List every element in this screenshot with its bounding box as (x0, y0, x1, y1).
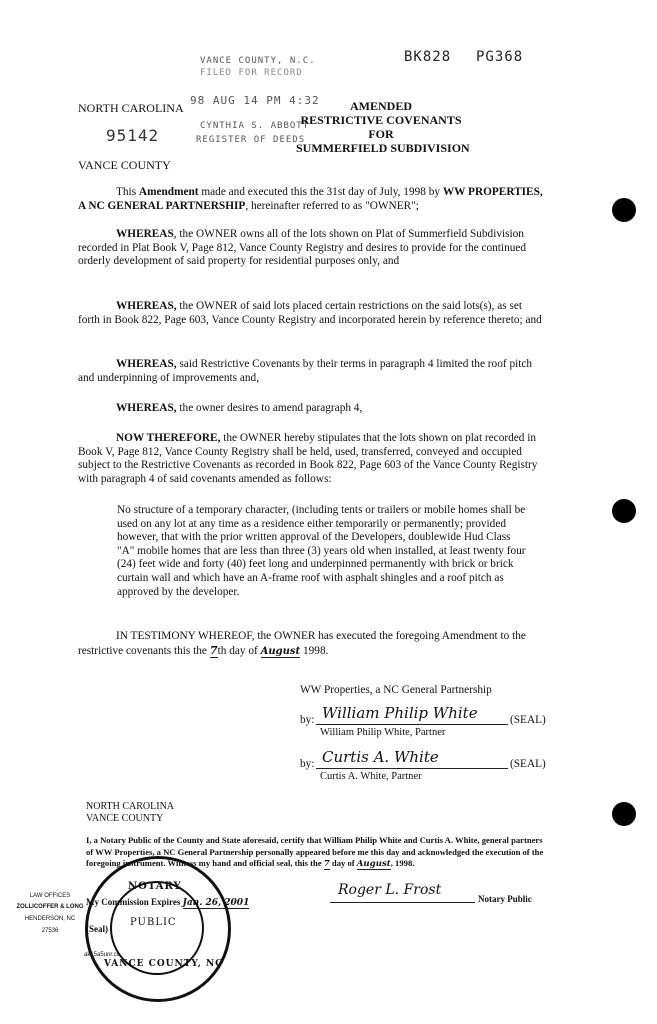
now-therefore-paragraph: NOW THEREFORE, the OWNER hereby stipulates that the lots shown on plat recorded in Book V, Page 812, Vance County Registry shall be held, used, transferred, conveyed and occupied subject to the Restrictive Covenants as recorded in Book 822, Page 603 of the Vance County Registry with paragraph 4 of said covenants amended as follows: (78, 432, 538, 485)
seal-label-2: (SEAL) (510, 758, 546, 770)
law-firm-city: HENDERSON, NC (24, 916, 76, 922)
signer-name-1: William Philip White, Partner (320, 727, 446, 738)
testimony-day: 7 (209, 642, 218, 657)
page-number: PG368 (476, 49, 524, 65)
signature-william-white: William Philip White (322, 704, 478, 722)
signer-name-2: Curtis A. White, Partner (320, 771, 422, 782)
title-line-2: RESTRICTIVE COVENANTS (300, 113, 462, 127)
recording-stamp-county: VANCE COUNTY, N.C. (200, 56, 316, 66)
testimony-paragraph: IN TESTIMONY WHEREOF, the OWNER has executed the foregoing Amendment to the restrictive covenants this the 7th day of August 1998. (78, 630, 526, 657)
title-line-1: AMENDED (350, 99, 412, 113)
testimony-month: August (260, 645, 301, 657)
punch-hole (612, 499, 636, 523)
notary-state: NORTH CAROLINA (86, 801, 175, 812)
book-number: BK828 (404, 49, 452, 65)
notary-signature-line (330, 880, 475, 903)
notary-county: VANCE COUNTY (86, 813, 164, 824)
notary-signature: Roger L. Frost (338, 882, 442, 898)
title-line-4: SUMMERFIELD SUBDIVISION (296, 141, 470, 155)
entity-name: WW Properties, a NC General Partnership (300, 684, 492, 696)
footer-file-code: ak15a5unr.cc (84, 952, 120, 958)
intro-paragraph: This Amendment made and executed this the 31st day of July, 1998 by WW PROPERTIES, A NC GENERAL PARTNERSHIP, hereinafter referred to as "OWNER"; (78, 186, 543, 212)
title-line-3: FOR (368, 127, 394, 141)
register-title-stamp: REGISTER OF DEEDS (196, 135, 306, 145)
signature-curtis-white: Curtis A. White (322, 748, 439, 766)
punch-hole (612, 198, 636, 222)
law-firm-name: ZOLLICOFFER & LONG (16, 904, 84, 910)
commission-date: Jan. 26, 2001 (182, 898, 250, 908)
by-label-2: by: (300, 758, 315, 770)
law-firm-zip: 27536 (41, 928, 59, 934)
by-label-1: by: (300, 714, 315, 726)
whereas-paragraph-2: WHEREAS, the OWNER of said lots placed certain restrictions on the said lots(s), as set forth in Book 822, Page 603, Vance County Registry and incorporated herein by reference thereto; and (78, 300, 542, 326)
notary-acknowledgment: I, a Notary Public of the County and State aforesaid, certify that William Philip White and Curtis A. White, general partners of WW Properties, a NC General Partnership personally appeared before me this day and acknowledged the execution of the foregoing instrument. Witness my hand and official seal, this the 7 day of August, 1998. (86, 835, 544, 869)
recording-stamp-filed: FILED FOR RECORD (200, 68, 303, 78)
header-state: NORTH CAROLINA (78, 101, 184, 115)
notary-seal-top: NOTARY (128, 881, 182, 892)
header-county: VANCE COUNTY (78, 158, 171, 172)
instrument-number: 95142 (106, 126, 160, 145)
punch-hole (612, 802, 636, 826)
notary-month: August (356, 859, 391, 869)
seal-label-1: (SEAL) (510, 714, 546, 726)
signature-line-1 (316, 704, 508, 725)
whereas-paragraph-3: WHEREAS, said Restrictive Covenants by their terms in paragraph 4 limited the roof pitch and underpinning of improvements and, (78, 358, 533, 384)
signature-line-2 (316, 746, 508, 769)
register-name-stamp: CYNTHIA S. ABBOTT (200, 121, 310, 131)
notary-seal-middle: PUBLIC (130, 917, 177, 928)
commission-line: My Commission Expires Jan. 26, 2001 (86, 897, 250, 908)
notary-seal-bottom: VANCE COUNTY, NC (104, 959, 224, 969)
notary-public-title: Notary Public (478, 894, 532, 904)
law-offices-label: LAW OFFICES (29, 893, 71, 899)
seal-label: (Seal) (86, 924, 108, 934)
whereas-paragraph-1: WHEREAS, the OWNER owns all of the lots shown on Plat of Summerfield Subdivision recorded in Plat Book V, Page 812, Vance County Registry and desires to provide for the continued orderly development of said property for residential purposes only, and (78, 228, 527, 268)
whereas-paragraph-4: WHEREAS, the owner desires to amend paragraph 4, (116, 402, 363, 414)
recording-date-stamp: 98 AUG 14 PM 4:32 (190, 94, 320, 107)
notary-day: 7 (323, 859, 330, 869)
covenant-paragraph-4: No structure of a temporary character, (including tents or trailers or mobile homes shall be used on any lot at any time as a residence either temporarily or permanently; provided however, that with the prior written approval of the Developers, doublewide Hud Class "A" mobile homes that are less than three (3) years old when installed, at least twenty four (24) feet wide and forty (40) feet long and underpinned permanently with brick or brick curtain wall and which have an A-frame roof with asphalt shingles and a roof pitch as approved by the developer. (117, 504, 526, 598)
notary-seal (85, 856, 231, 1002)
